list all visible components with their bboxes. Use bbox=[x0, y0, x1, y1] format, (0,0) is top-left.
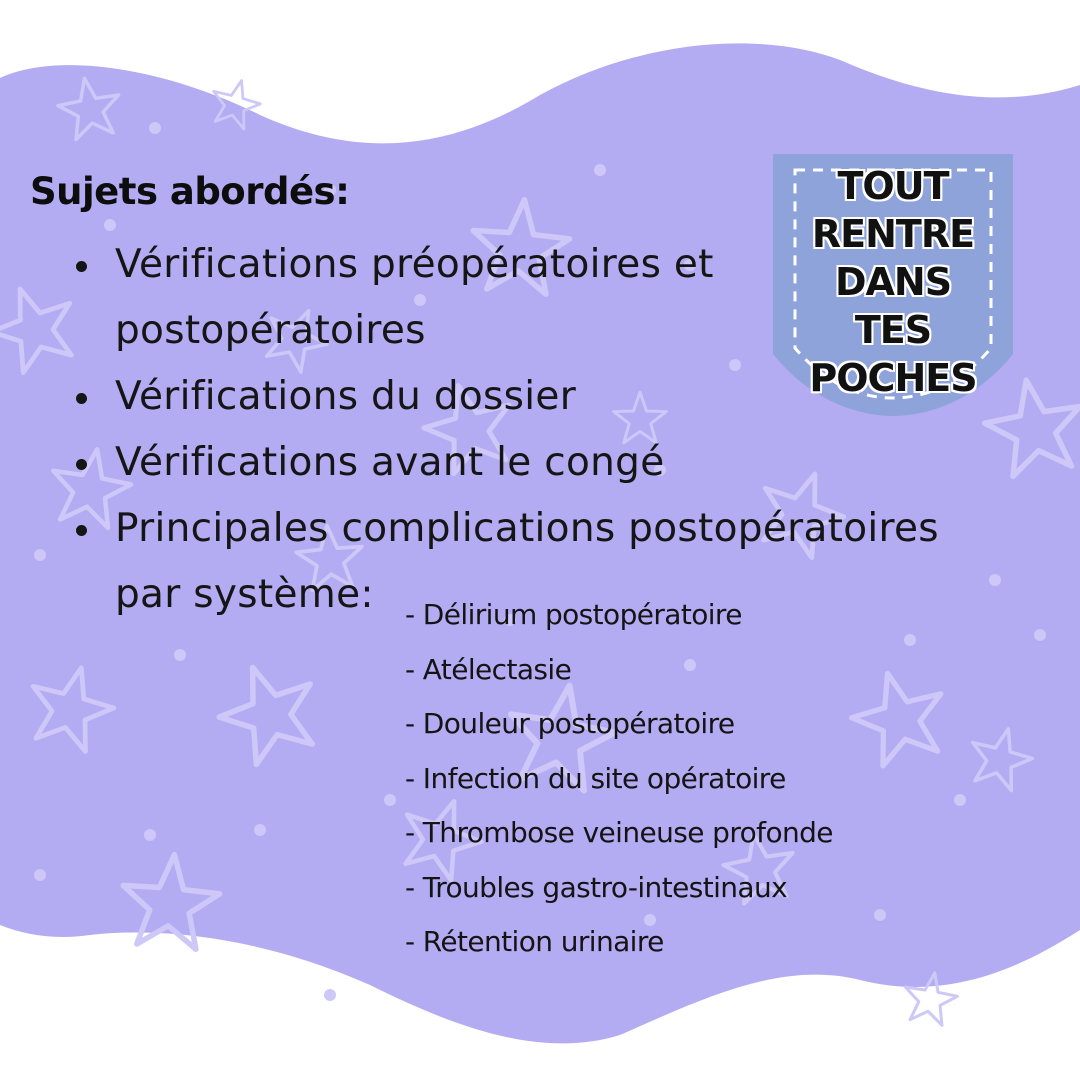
complications-list bbox=[405, 588, 833, 970]
topic-item: Vérifications du dossier bbox=[70, 364, 1010, 430]
topics-heading: Sujets abordés: bbox=[30, 170, 350, 213]
complication-item: - Infection du site opératoire bbox=[405, 761, 786, 795]
topic-item: Vérifications préopératoires et postopératoires bbox=[70, 232, 755, 364]
topic-item: Vérifications avant le congé bbox=[70, 430, 1010, 496]
complication-item: - Rétention urinaire bbox=[405, 925, 664, 958]
badge-line-2: RENTRE bbox=[811, 212, 975, 256]
complication-item: - Troubles gastro-intestinaux bbox=[405, 870, 788, 904]
complication-item: - Thrombose veineuse profonde bbox=[405, 816, 833, 849]
complication-item: - Délirium postopératoire bbox=[405, 598, 742, 631]
complication-item: - Atélectasie bbox=[405, 652, 572, 686]
badge-line-5: POCHES bbox=[809, 356, 977, 400]
topic-item: Principales complications postopératoires par système: bbox=[70, 496, 995, 628]
complication-item: - Douleur postopératoire bbox=[405, 707, 735, 740]
badge-line-3: DANS bbox=[834, 260, 952, 304]
topics-list bbox=[70, 232, 1010, 628]
badge-line-1: TOUT bbox=[837, 164, 949, 208]
badge-line-4: TES bbox=[854, 308, 932, 352]
